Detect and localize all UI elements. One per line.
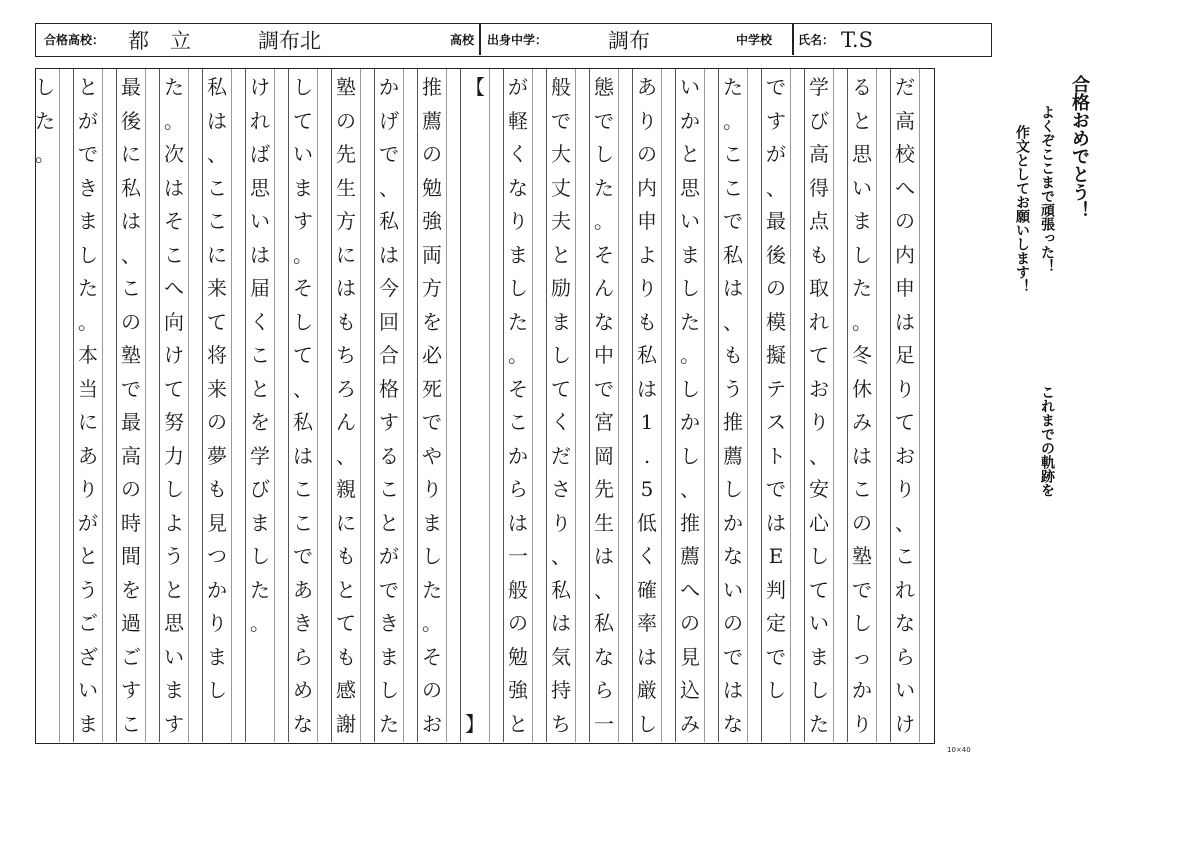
grid-line [360, 69, 361, 742]
student-name: T.S [841, 27, 873, 52]
grid-line [102, 69, 103, 742]
grid-line [589, 69, 590, 742]
grid-line [761, 69, 762, 742]
manuscript-column: 私 は 、 こ こ に 来 て 将 来 の 夢 も 見 つ か り ま し [207, 75, 227, 702]
manuscript-column: だ 高 校 へ の 内 申 は 足 り て お り 、 こ れ な ら い け [895, 75, 915, 736]
grid-line [317, 69, 318, 742]
grid-line [704, 69, 705, 742]
manuscript-column: あ り の 内 申 よ り も 私 は 1 . 5 低 く 確 率 は 厳 し [637, 75, 657, 736]
side-message-line: これまでの軌跡を [1039, 385, 1055, 497]
grid-line [532, 69, 533, 742]
grid-line [675, 69, 676, 742]
manuscript-column: が 軽 く な り ま し た 。 そ こ か ら は 一 般 の 勉 強 と [508, 75, 528, 736]
manuscript-column: 塾 の 先 生 方 に は も ち ろ ん 、 親 に も と て も 感 謝 [336, 75, 356, 736]
grid-line [403, 69, 404, 742]
grid-line [804, 69, 805, 742]
manuscript-column: 最 後 に 私 は 、 こ の 塾 で 最 高 の 時 間 を 過 ご す こ [121, 75, 141, 736]
manuscript-column: 学 び 高 得 点 も 取 れ て お り 、 安 心 し て い ま し た [809, 75, 829, 736]
manuscript-column: 般 で 大 丈 夫 と 励 ま し て く だ さ り 、 私 は 気 持 ち [551, 75, 571, 736]
grid-line [747, 69, 748, 742]
manuscript-grid [35, 68, 935, 744]
grid-line [331, 69, 332, 742]
grid-line [833, 69, 834, 742]
grid-line [618, 69, 619, 742]
passed-school-name: 調布北 [258, 28, 321, 53]
grid-line [503, 69, 504, 742]
manuscript-column: し た 。 [35, 75, 55, 166]
header-divider [792, 24, 794, 55]
grid-line [847, 69, 848, 742]
passed-school-label: 合格高校： [44, 33, 105, 47]
manuscript-column: た 。 次 は そ こ へ 向 け て 努 力 し よ う と 思 い ま す [164, 75, 184, 736]
side-message-line: 作文としてお願いします！ [1014, 125, 1030, 293]
grid-line [632, 69, 633, 742]
grid-line [575, 69, 576, 742]
grid-line [202, 69, 203, 742]
grid-line [489, 69, 490, 742]
manuscript-column: 【 】 [465, 75, 485, 736]
origin-school-name: 調布 [608, 28, 650, 53]
name-label: 氏名： [798, 33, 835, 47]
grid-line [876, 69, 877, 742]
origin-school-label: 出身中学： [487, 33, 548, 47]
paper-size-label: 10×40 [947, 746, 971, 754]
grid-line [274, 69, 275, 742]
manuscript-column: 態 で し た 。 そ ん な 中 で 宮 岡 先 生 は 、 私 な ら 一 [594, 75, 614, 736]
grid-line [59, 69, 60, 742]
grid-line [159, 69, 160, 742]
grid-line [661, 69, 662, 742]
high-school-suffix: 高校 [450, 33, 475, 47]
grid-line [116, 69, 117, 742]
header-divider [479, 24, 481, 55]
manuscript-column: と が で き ま し た 。 本 当 に あ り が と う ご ざ い ま [78, 75, 98, 736]
manuscript-column: で す が 、 最 後 の 模 擬 テ ス ト で は E 判 定 で し [766, 75, 786, 702]
grid-line [73, 69, 74, 742]
grid-line [374, 69, 375, 742]
grid-line [790, 69, 791, 742]
congratulations-title: 合格おめでとう！ [1069, 75, 1090, 219]
manuscript-column: る と 思 い ま し た 。 冬 休 み は こ の 塾 で し っ か り [852, 75, 872, 736]
grid-line [188, 69, 189, 742]
grid-line [460, 69, 461, 742]
grid-line [718, 69, 719, 742]
manuscript-column: け れ ば 思 い は 届 く こ と を 学 び ま し た 。 [250, 75, 270, 635]
grid-line [417, 69, 418, 742]
grid-line [231, 69, 232, 742]
middle-school-suffix: 中学校 [736, 33, 773, 47]
manuscript-column: い か と 思 い ま し た 。 し か し 、 推 薦 へ の 見 込 み [680, 75, 700, 736]
header-bar [35, 23, 992, 57]
manuscript-column: か げ で 、 私 は 今 回 合 格 す る こ と が で き ま し た [379, 75, 399, 736]
grid-line [288, 69, 289, 742]
grid-line [890, 69, 891, 742]
grid-line [245, 69, 246, 742]
grid-line [446, 69, 447, 742]
grid-line [145, 69, 146, 742]
manuscript-column: し て い ま す 。 そ し て 、 私 は こ こ で あ き ら め な [293, 75, 313, 736]
grid-line [546, 69, 547, 742]
manuscript-column: た 。 こ こ で 私 は 、 も う 推 薦 し か な い の で は な [723, 75, 743, 736]
side-message-line: よくぞここまで頑張った！ [1039, 105, 1055, 273]
grid-line [919, 69, 920, 742]
manuscript-column: 推 薦 の 勉 強 両 方 を 必 死 で や り ま し た 。 そ の お [422, 75, 442, 736]
passed-school-prefecture: 都 立 [128, 28, 191, 53]
